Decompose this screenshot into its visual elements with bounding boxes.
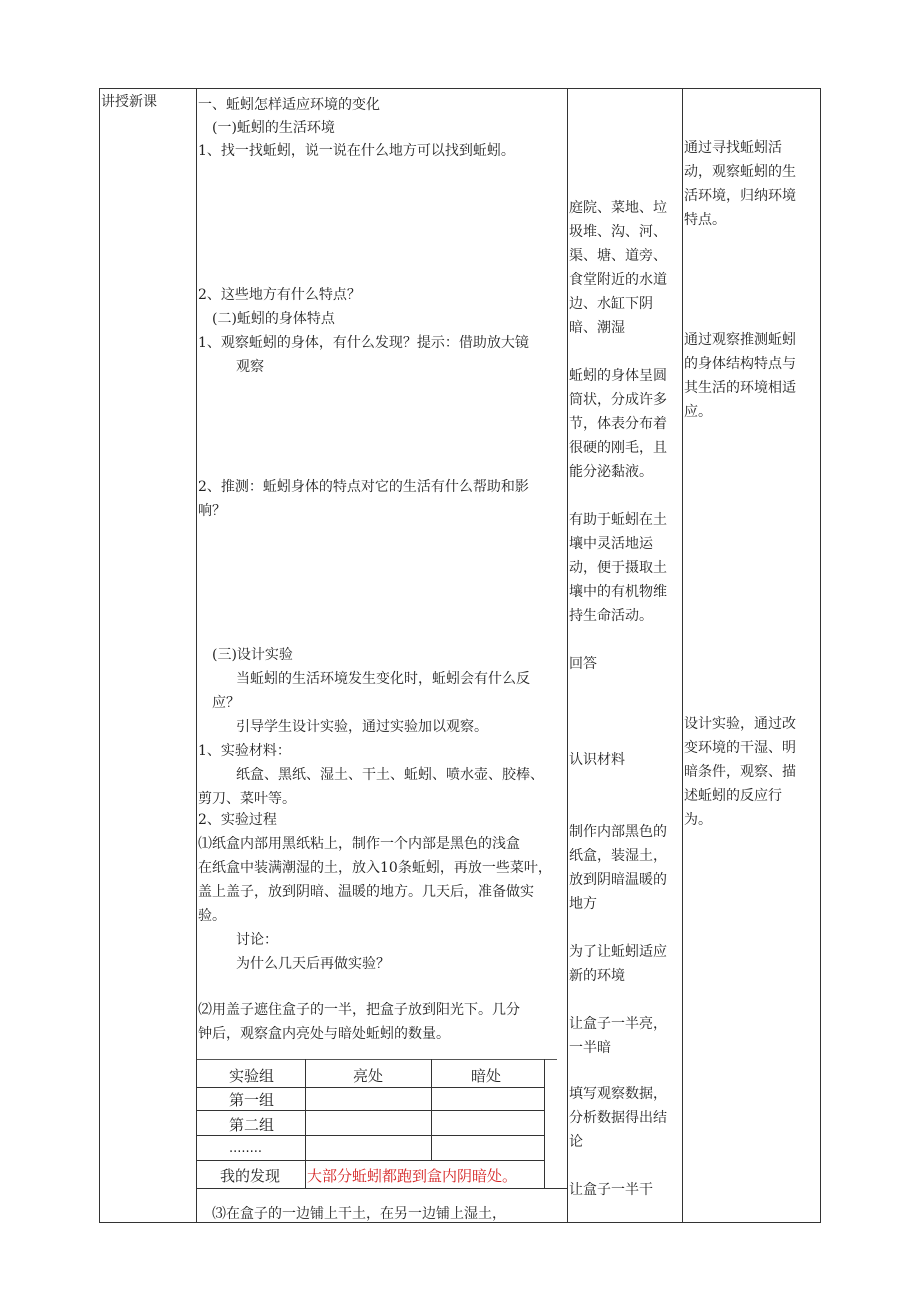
materials-heading: 1、实验材料： <box>198 743 291 759</box>
row-label-3: ........ <box>229 1141 263 1156</box>
intent-env-3: 活环境，归纳环境 <box>684 188 796 204</box>
answer-adapt-1: 为了让蚯蚓适应 <box>569 944 667 960</box>
answer-places-3: 渠、塘、道旁、 <box>569 248 667 264</box>
intent-exp-1: 设计实验，通过改 <box>684 716 796 732</box>
inner-table-top <box>197 1087 545 1088</box>
answer-help-1: 有助于蚯蚓在土 <box>569 512 667 528</box>
inner-col-line-1 <box>305 1059 306 1188</box>
inner-table-bottom <box>197 1188 567 1189</box>
answer-help-2: 壤中灵活地运 <box>569 536 653 552</box>
answer-data-3: 论 <box>569 1134 583 1150</box>
row-label-1: 第一组 <box>229 1091 275 1109</box>
answer-places-4: 食堂附近的水道 <box>569 272 667 288</box>
question-2: 2、这些地方有什么特点？ <box>198 287 361 303</box>
subheading-environment: (一)蚯蚓的生活环境 <box>212 120 335 136</box>
intent-body-1: 通过观察推测蚯蚓 <box>684 332 796 348</box>
step-1-line-4: 验。 <box>198 908 226 924</box>
step-1-line-1: ⑴纸盒内部用黑纸粘上，制作一个内部是黑色的浅盒 <box>198 836 520 852</box>
intent-exp-2: 变环境的干湿、明 <box>684 740 796 756</box>
finding-label: 我的发现 <box>220 1167 281 1185</box>
answer-places-6: 暗、潮湿 <box>569 320 625 336</box>
inner-table-top-rule <box>197 1059 557 1060</box>
infer-question: 2、推测：蚯蚓身体的特点对它的生活有什么帮助和影 <box>198 479 529 495</box>
step-3-line-1: ⑶在盒子的一边铺上干土，在另一边铺上湿土， <box>212 1206 506 1222</box>
answer-body-1: 蚯蚓的身体呈圆 <box>569 368 667 384</box>
observe-question: 1、观察蚯蚓的身体，有什么发现？提示：借助放大镜 <box>198 335 529 351</box>
process-heading: 2、实验过程 <box>198 812 277 828</box>
answer-make-box-1: 制作内部黑色的 <box>569 824 667 840</box>
subheading-experiment: (三)设计实验 <box>212 647 293 663</box>
step-1-line-2: 在纸盒中装满潮湿的土，放入10条蚯蚓，再放一些菜叶， <box>198 860 552 876</box>
answer-materials: 认识材料 <box>569 752 625 768</box>
answer-help-4: 壤中的有机物维 <box>569 584 667 600</box>
header-group: 实验组 <box>229 1067 275 1085</box>
intent-env-4: 特点。 <box>684 212 726 228</box>
answer-make-box-2: 纸盒，装湿土， <box>569 848 667 864</box>
header-bright: 亮处 <box>353 1067 384 1085</box>
row-label-2: 第二组 <box>229 1116 275 1134</box>
finding-value: 大部分蚯蚓都跑到盒内阴暗处。 <box>307 1167 518 1185</box>
intent-body-4: 应。 <box>684 404 712 420</box>
inner-row-line-2 <box>197 1135 545 1136</box>
step-1-line-3: 盖上盖子，放到阴暗、温暖的地方。几天后，准备做实 <box>198 884 534 900</box>
discussion-label: 讨论： <box>236 932 278 948</box>
step-2-line-2: 钟后，观察盒内亮处与暗处蚯蚓的数量。 <box>198 1026 450 1042</box>
answer-adapt-2: 新的环境 <box>569 968 625 984</box>
inner-row-line-3 <box>197 1160 545 1161</box>
experiment-question: 当蚯蚓的生活环境发生变化时，蚯蚓会有什么反 <box>236 671 530 687</box>
step-2-line-1: ⑵用盖子遮住盒子的一半，把盒子放到阳光下。几分 <box>198 1002 520 1018</box>
answer-data-2: 分析数据得出结 <box>569 1110 667 1126</box>
col-divider-1 <box>196 88 197 1223</box>
answer-body-2: 筒状，分成许多 <box>569 392 667 408</box>
intent-env-2: 动，观察蚯蚓的生 <box>684 164 796 180</box>
intent-exp-4: 述蚯蚓的反应行 <box>684 788 782 804</box>
section-label: 讲授新课 <box>101 94 157 110</box>
observe-question-cont: 观察 <box>236 359 264 375</box>
answer-dry-1: 让盒子一半干 <box>569 1182 653 1198</box>
answer-body-3: 节，体表分布着 <box>569 416 667 432</box>
answer-body-4: 很硬的刚毛，且 <box>569 440 667 456</box>
materials-list: 纸盒、黑纸、湿土、干土、蚯蚓、喷水壶、胶棒、 <box>236 767 544 783</box>
infer-question-cont: 响？ <box>198 503 226 519</box>
answer-help-3: 动，便于摄取土 <box>569 560 667 576</box>
experiment-question-cont: 应？ <box>212 695 240 711</box>
intent-body-2: 的身体结构特点与 <box>684 356 796 372</box>
table-border-right <box>820 88 821 1223</box>
guide-text: 引导学生设计实验，通过实验加以观察。 <box>236 719 488 735</box>
answer-help-5: 持生命活动。 <box>569 608 653 624</box>
answer-make-box-4: 地方 <box>569 896 597 912</box>
answer-light-2: 一半暗 <box>569 1040 611 1056</box>
materials-list-cont: 剪刀、菜叶等。 <box>198 791 296 807</box>
answer-body-5: 能分泌黏液。 <box>569 464 653 480</box>
answer-places-1: 庭院、菜地、垃 <box>569 200 667 216</box>
table-border-left <box>99 88 100 1223</box>
intent-exp-5: 为。 <box>684 812 712 828</box>
answer-places-2: 圾堆、沟、河、 <box>569 224 667 240</box>
inner-row-line-1 <box>197 1110 545 1111</box>
answer-respond: 回答 <box>569 656 597 672</box>
col-divider-2 <box>567 88 568 1223</box>
subheading-body: (二)蚯蚓的身体特点 <box>212 311 335 327</box>
header-dark: 暗处 <box>471 1067 502 1085</box>
discussion-question: 为什么几天后再做实验？ <box>236 956 390 972</box>
col-divider-3 <box>682 88 683 1223</box>
intent-env-1: 通过寻找蚯蚓活 <box>684 140 782 156</box>
inner-col-line-2 <box>431 1059 432 1161</box>
heading-1: 一、蚯蚓怎样适应环境的变化 <box>198 97 380 113</box>
answer-light-1: 让盒子一半亮， <box>569 1016 667 1032</box>
question-1: 1、找一找蚯蚓，说一说在什么地方可以找到蚯蚓。 <box>198 143 515 159</box>
answer-make-box-3: 放到阴暗温暖的 <box>569 872 667 888</box>
intent-body-3: 其生活的环境相适 <box>684 380 796 396</box>
answer-places-5: 边、水缸下阴 <box>569 296 653 312</box>
intent-exp-3: 暗条件，观察、描 <box>684 764 796 780</box>
inner-col-line-3 <box>544 1059 545 1188</box>
table-border-top <box>99 88 821 89</box>
answer-data-1: 填写观察数据， <box>569 1086 667 1102</box>
